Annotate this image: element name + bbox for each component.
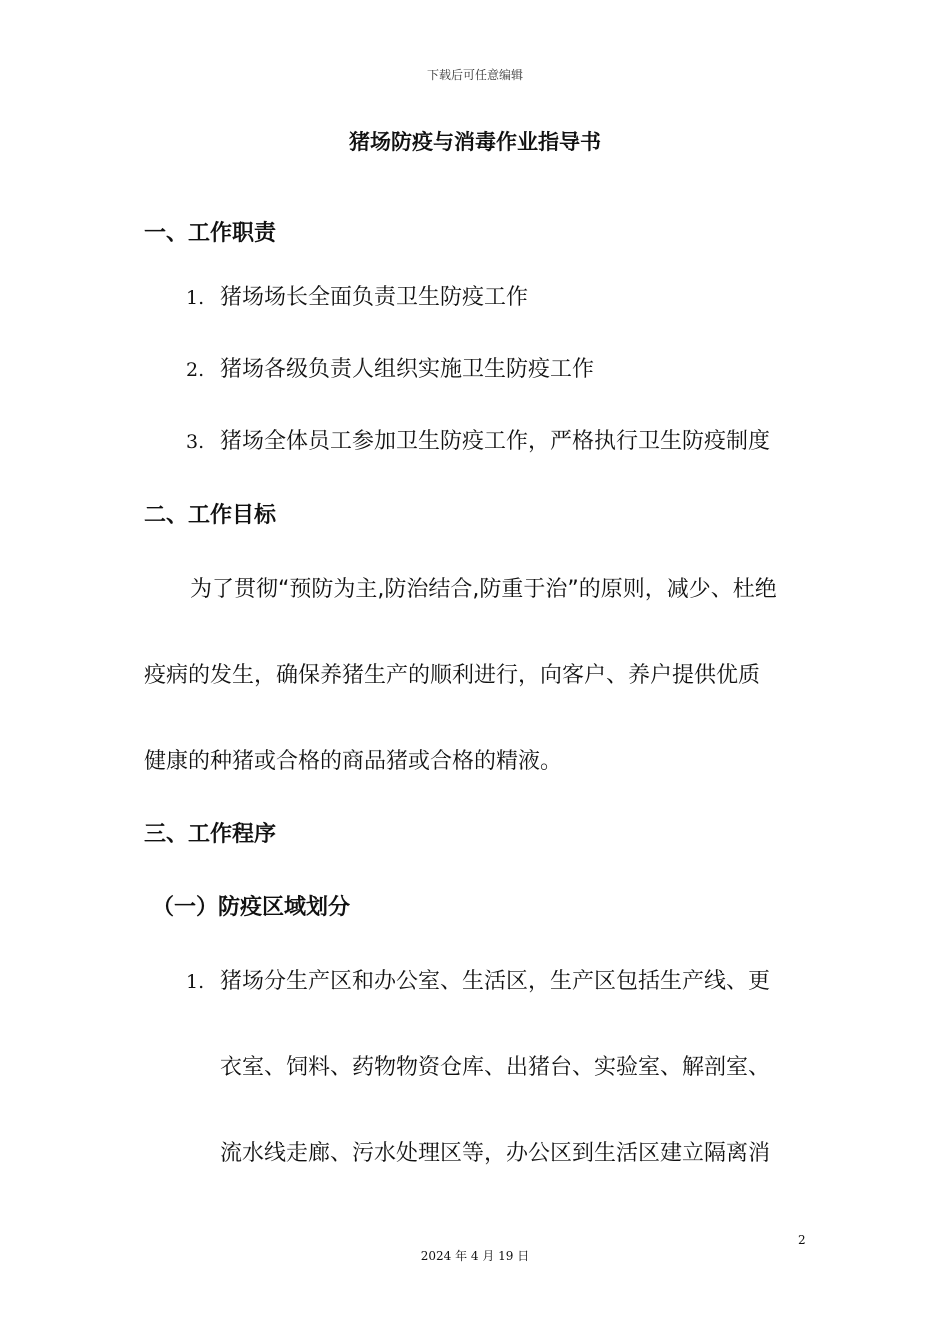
- list-item-text: 猪场分生产区和办公室、生活区，生产区包括生产线、更: [220, 969, 771, 994]
- page-header: 下载后可任意编辑: [426, 68, 523, 82]
- section-heading-procedures: 三、工作程序: [144, 822, 277, 847]
- list-item-number: 3.: [186, 431, 205, 453]
- paragraph-line: 健康的种猪或合格的商品猪或合格的精液。: [144, 749, 563, 774]
- document-title: 猪场防疫与消毒作业指导书: [349, 130, 601, 154]
- list-item: [186, 964, 770, 995]
- section-heading-goals: 二、工作目标: [144, 503, 277, 528]
- list-item: [186, 280, 528, 311]
- subsection-heading-zoning: （一）防疫区域划分: [152, 895, 351, 920]
- list-item-number: 1.: [186, 287, 205, 309]
- list-item-text: 猪场全体员工参加卫生防疫工作，严格执行卫生防疫制度: [220, 429, 771, 454]
- page-number: 2: [798, 1233, 806, 1247]
- paragraph-line: 为了贯彻“预防为主,防治结合,防重于治”的原则，减少、杜绝: [190, 577, 777, 602]
- list-item-text: 猪场场长全面负责卫生防疫工作: [220, 285, 529, 310]
- list-item-number: 1.: [186, 971, 205, 993]
- section-heading-responsibilities: 一、工作职责: [144, 221, 277, 246]
- paragraph-line: 疫病的发生，确保养猪生产的顺利进行，向客户、养户提供优质: [144, 663, 761, 688]
- list-item: [186, 424, 770, 455]
- list-item-continuation: 衣室、饲料、药物物资仓库、出猪台、实验室、解剖室、: [220, 1055, 771, 1080]
- list-item-number: 2.: [186, 359, 205, 381]
- page-footer-date: 2024 年 4 月 19 日: [420, 1249, 530, 1263]
- list-item-continuation: 流水线走廊、污水处理区等，办公区到生活区建立隔离消: [220, 1141, 771, 1166]
- list-item-text: 猪场各级负责人组织实施卫生防疫工作: [220, 357, 595, 382]
- list-item: [186, 352, 594, 383]
